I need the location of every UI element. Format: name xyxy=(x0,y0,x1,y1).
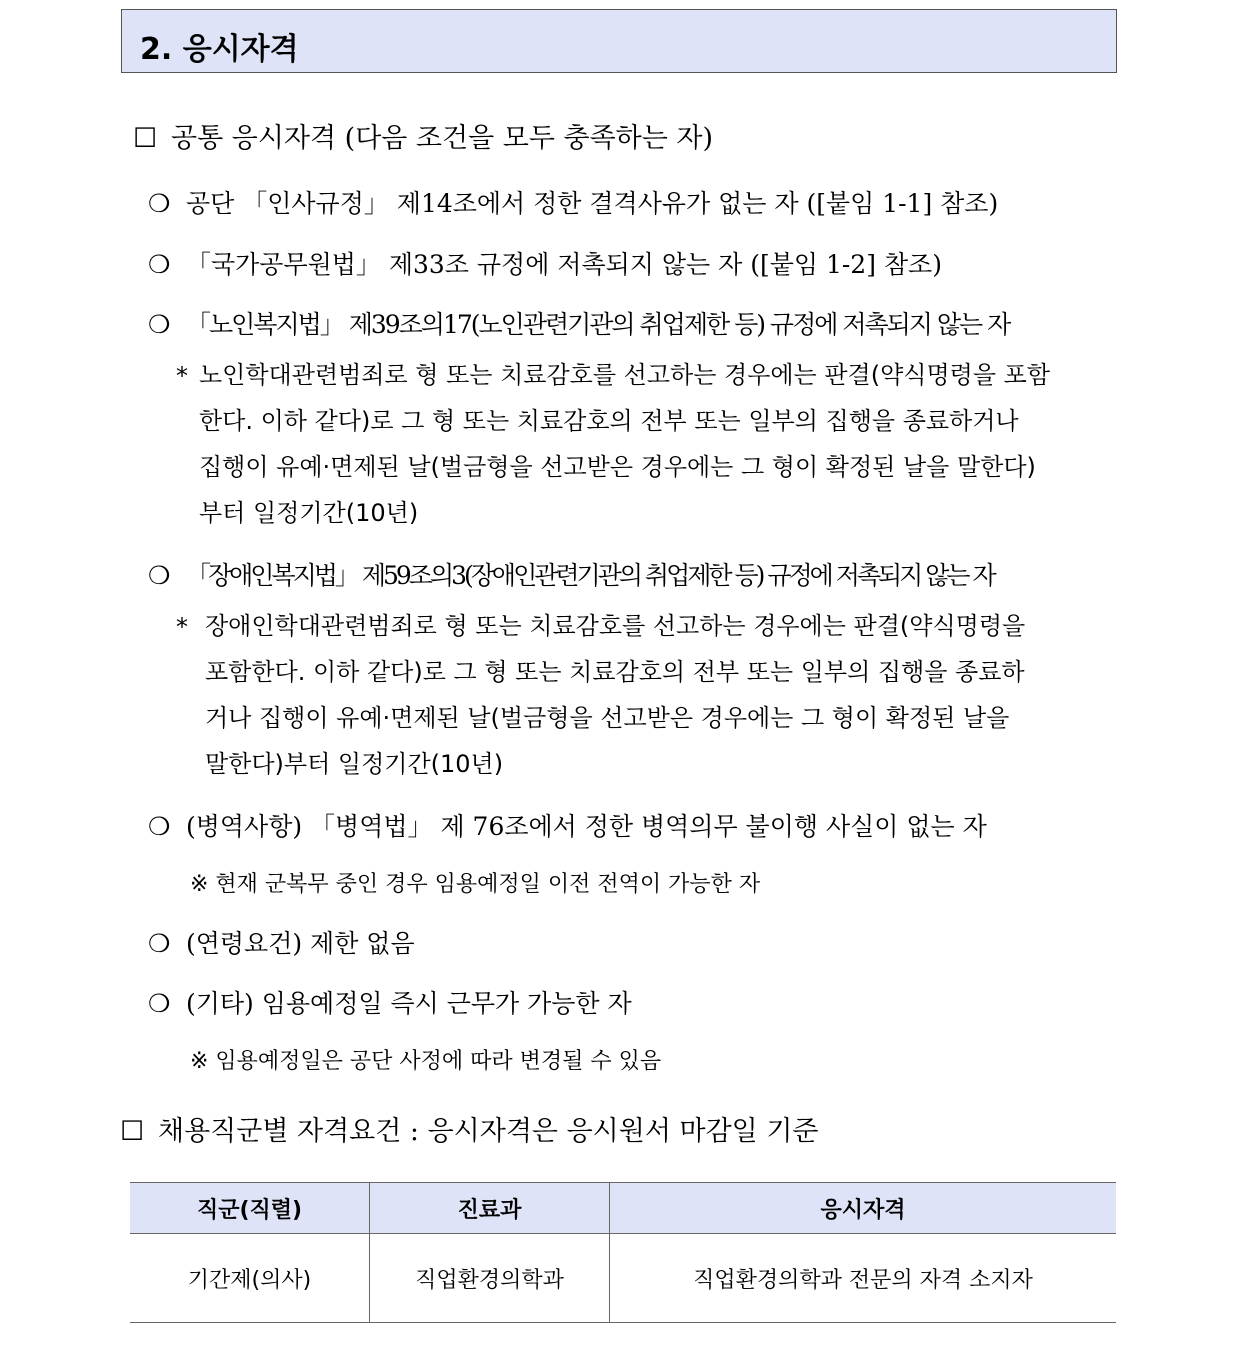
list-item-text: 「노인복지법」 제39조의17(노인관련기관의 취업제한 등) 규정에 저촉되지 않는 자 xyxy=(186,310,1010,339)
note-paragraph xyxy=(199,352,1050,536)
list-item-text: 공단 「인사규정」 제14조에서 정한 결격사유가 없는 자 ([붙임 1-1] 참조) xyxy=(186,189,999,218)
table-header-row xyxy=(130,1183,1116,1234)
list-item xyxy=(148,245,942,281)
list-item-text: (연령요건) 제한 없음 xyxy=(186,929,415,958)
table-cell: 직업환경의학과 전문의 자격 소지자 xyxy=(610,1234,1117,1323)
list-item xyxy=(148,984,632,1020)
circle-bullet-icon: ❍ xyxy=(148,929,171,958)
list-item xyxy=(148,184,998,220)
circle-bullet-icon: ❍ xyxy=(148,561,168,590)
circle-bullet-icon: ❍ xyxy=(148,250,171,279)
column-header: 직군(직렬) xyxy=(130,1183,370,1234)
sub-note: ※ 임용예정일은 공단 사정에 따라 변경될 수 있음 xyxy=(190,1049,662,1074)
note-line: 말한다)부터 일정기간(10년) xyxy=(205,750,504,778)
note-line: 노인학대관련범죄로 형 또는 치료감호를 선고하는 경우에는 판결(약식명령을 포함 xyxy=(199,361,1051,389)
table-cell: 기간제(의사) xyxy=(130,1234,370,1323)
checkbox-square-icon: ☐ xyxy=(120,1116,145,1147)
circle-bullet-icon: ❍ xyxy=(148,189,171,218)
note-line: 한다. 이하 같다)로 그 형 또는 치료감호의 전부 또는 일부의 집행을 종료하거나 xyxy=(199,407,1019,435)
by-job-heading-text: 채용직군별 자격요건 : 응시자격은 응시원서 마감일 기준 xyxy=(158,1116,819,1147)
note-paragraph xyxy=(205,603,1025,787)
qualification-table xyxy=(130,1182,1116,1323)
list-item xyxy=(148,556,994,592)
sub-note: ※ 현재 군복무 중인 경우 임용예정일 이전 전역이 가능한 자 xyxy=(190,872,761,897)
table-row xyxy=(130,1234,1116,1323)
section-header xyxy=(121,9,1117,73)
list-item xyxy=(148,924,415,960)
list-item xyxy=(148,807,987,843)
note-line: 장애인학대관련범죄로 형 또는 치료감호를 선고하는 경우에는 판결(약식명령을 xyxy=(205,612,1026,640)
note-line: 부터 일정기간(10년) xyxy=(199,499,419,527)
note-line: 집행이 유예·면제된 날(벌금형을 선고받은 경우에는 그 형이 확정된 날을 말한다) xyxy=(199,453,1036,481)
column-header: 진료과 xyxy=(370,1183,610,1234)
circle-bullet-icon: ❍ xyxy=(148,310,169,339)
checkbox-square-icon: ☐ xyxy=(133,123,158,154)
list-item-text: (병역사항) 「병역법」 제 76조에서 정한 병역의무 불이행 사실이 없는 자 xyxy=(186,812,987,841)
common-heading xyxy=(133,116,713,155)
by-job-heading xyxy=(120,1109,818,1148)
common-heading-text: 공통 응시자격 (다음 조건을 모두 충족하는 자) xyxy=(171,123,714,154)
list-item-text: 「장애인복지법」 제59조의3(장애인관련기관의 취업제한 등) 규정에 저촉되지 않는 자 xyxy=(186,561,994,590)
note-line: 포함한다. 이하 같다)로 그 형 또는 치료감호의 전부 또는 일부의 집행을 종료하 xyxy=(205,658,1025,686)
circle-bullet-icon: ❍ xyxy=(148,812,171,841)
note-line: 거나 집행이 유예·면제된 날(벌금형을 선고받은 경우에는 그 형이 확정된 날을 xyxy=(205,704,1010,732)
asterisk-icon: * xyxy=(176,613,188,641)
list-item-text: (기타) 임용예정일 즉시 근무가 가능한 자 xyxy=(186,989,632,1018)
table-cell: 직업환경의학과 xyxy=(370,1234,610,1323)
asterisk-icon: * xyxy=(176,362,188,390)
list-item-text: 「국가공무원법」 제33조 규정에 저촉되지 않는 자 ([붙임 1-2] 참조) xyxy=(186,250,942,279)
list-item xyxy=(148,305,1009,341)
section-title: 2. 응시자격 xyxy=(140,32,299,67)
column-header: 응시자격 xyxy=(610,1183,1117,1234)
circle-bullet-icon: ❍ xyxy=(148,989,171,1018)
